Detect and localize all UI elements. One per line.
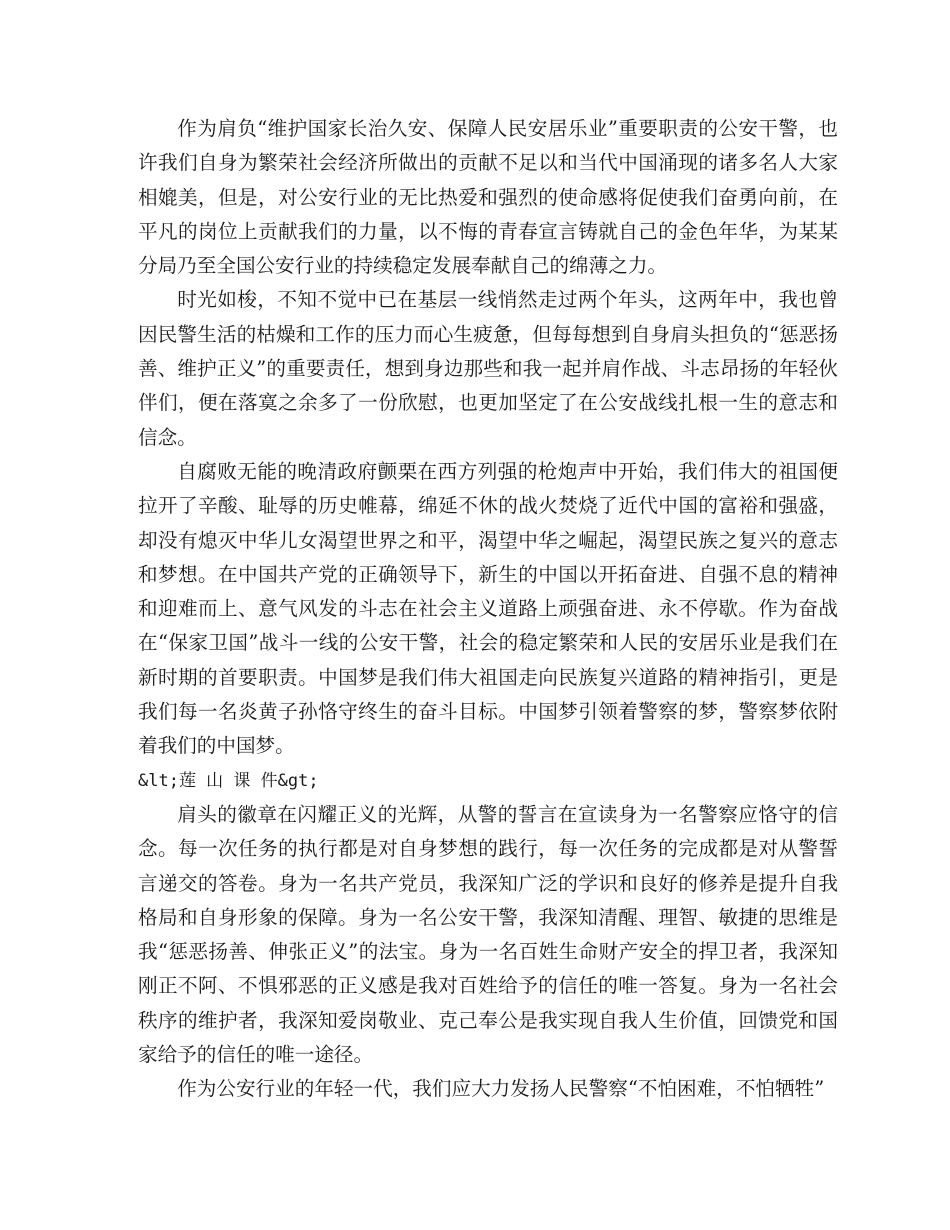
source-tag: &lt;莲 山 课 件&gt; [138, 770, 319, 791]
paragraph-4: 肩头的徽章在闪耀正义的光辉，从警的誓言在宣读身为一名警察应恪守的信念。每一次任务的执行都是对自身梦想的践行，每一次任务的完成都是对从警誓言递交的答卷。身为一名共产党员，我深知广泛的学识和良好的修养是提升自我格局和自身形象的保障。身为一名公安干警，我深知清醒、理智、敏捷的思维是我“惩恶扬善、伸张正义”的法宝。身为一名百姓生命财产安全的捍卫者，我深知刚正不阿、不惧邪恶的正义感是我对百姓给予的信任的唯一答复。身为一名社会秩序的维护者，我深知爱岗敬业、克己奉公是我实现自我人生价值，回馈党和国家给予的信任的唯一途径。 [138, 802, 838, 1067]
paragraph-2: 时光如梭，不知不觉中已在基层一线悄然走过两个年头，这两年中，我也曾因民警生活的枯燥和工作的压力而心生疲惫，但每每想到自身肩头担负的“惩恶扬善、维护正义”的重要责任，想到身边那些和我一起并肩作战、斗志昂扬的年轻伙伴们，便在落寞之余多了一份欣慰，也更加坚定了在公安战线扎根一生的意志和信念。 [138, 288, 838, 449]
paragraph-5: 作为公安行业的年轻一代，我们应大力发扬人民警察“不怕困难，不怕牺牲” [177, 1077, 825, 1101]
document-body [138, 112, 838, 1107]
paragraph-3: 自腐败无能的晚清政府颤栗在西方列强的枪炮声中开始，我们伟大的祖国便拉开了辛酸、耻辱的历史帷幕，绵延不休的战火焚烧了近代中国的富裕和强盛，却没有熄灭中华儿女渴望世界之和平，渴望中华之崛起，渴望民族之复兴的意志和梦想。在中国共产党的正确领导下，新生的中国以开拓奋进、自强不息的精神和迎难而上、意气风发的斗志在社会主义道路上顽强奋进、永不停歇。作为奋战在“保家卫国”战斗一线的公安干警，社会的稳定繁荣和人民的安居乐业是我们在新时期的首要职责。中国梦是我们伟大祖国走向民族复兴道路的精神指引，更是我们每一名炎黄子孙恪守终生的奋斗目标。中国梦引领着警察的梦，警察梦依附着我们的中国梦。 [138, 459, 838, 758]
paragraph-1: 作为肩负“维护国家长治久安、保障人民安居乐业”重要职责的公安干警，也许我们自身为繁荣社会经济所做出的贡献不足以和当代中国涌现的诸多名人大家相媲美，但是，对公安行业的无比热爱和强烈的使命感将促使我们奋勇向前，在平凡的岗位上贡献我们的力量，以不悔的青春宣言铸就自己的金色年华，为某某分局乃至全国公安行业的持续稳定发展奉献自己的绵薄之力。 [138, 117, 838, 278]
